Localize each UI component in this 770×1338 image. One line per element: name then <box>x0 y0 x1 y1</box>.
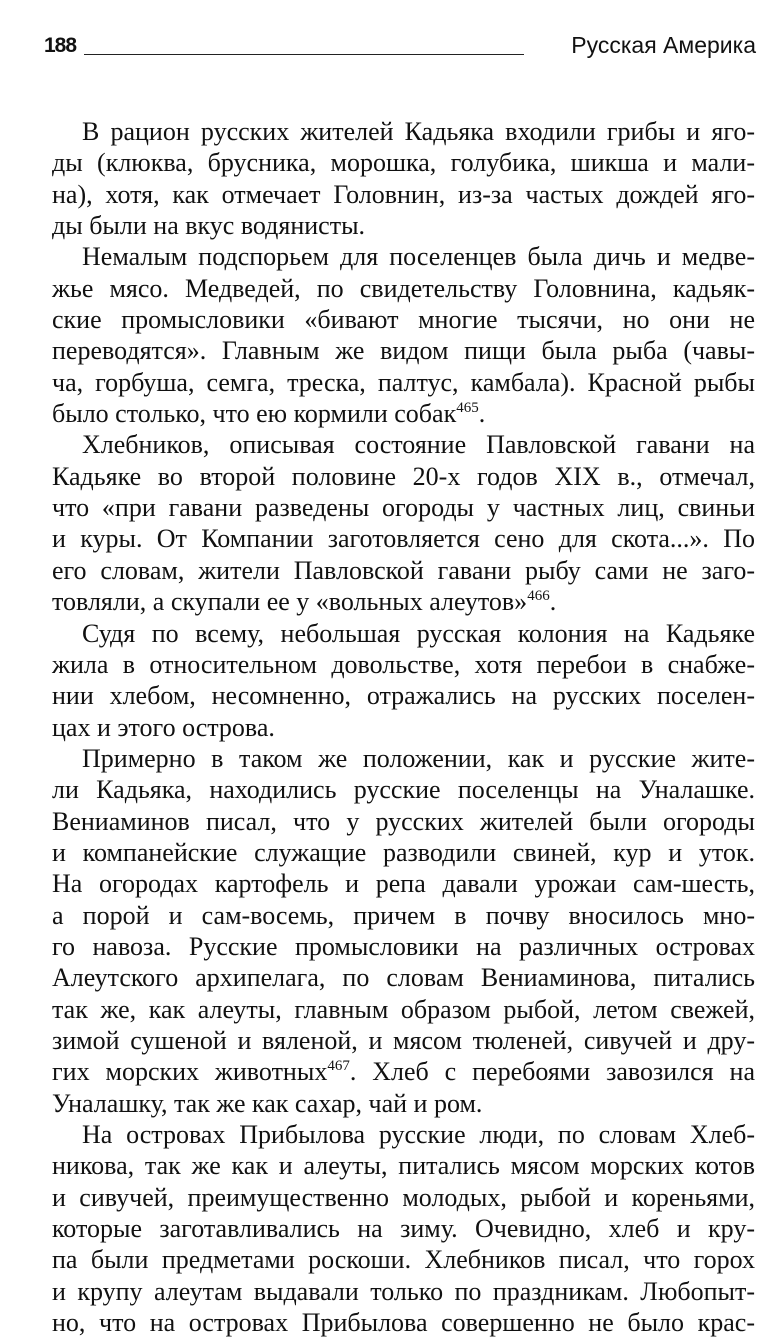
footnote-ref: 467 <box>327 1058 350 1075</box>
text-line: на), хотя, как отмечает Головнин, из-за частых дождей яго- <box>52 179 755 209</box>
page-body <box>52 116 755 1338</box>
text-line: Хлебников, описывая состояние Павловской гавани на <box>82 430 755 460</box>
text-line: жила в относительном довольстве, хотя перебои в снабже- <box>52 649 755 679</box>
text-line: которые заготавливались на зиму. Очевидно, хлеб и кру- <box>52 1214 755 1244</box>
text-line: нии хлебом, несомненно, отражались на русских поселен- <box>52 681 755 711</box>
text-line: товляли, а скупали ее у «вольных алеутов»$^{466}$. <box>52 587 557 617</box>
text-line: ли Кадьяка, находились русские поселенцы на Уналашке. <box>52 775 755 805</box>
text-line: па были предметами роскоши. Хлебников писал, что горох <box>52 1245 755 1275</box>
footnote-ref: 466 <box>527 588 550 605</box>
text-line: его словам, жители Павловской гавани рыбу сами не заго- <box>52 555 755 585</box>
text-line: На огородах картофель и репа давали урожаи сам-шесть, <box>52 869 755 899</box>
text-line: что «при гавани разведены огороды у частных лиц, свиньи <box>52 493 755 523</box>
text-line: Примерно в таком же положении, как и русские жите- <box>82 743 755 773</box>
text-line: и компанейские служащие разводили свиней, кур и уток. <box>52 837 755 867</box>
paragraph <box>52 618 755 743</box>
text-line: ды (клюква, брусника, морошка, голубика, шикша и мали- <box>52 148 755 178</box>
text-line: переводятся». Главным же видом пищи была рыба (чавы- <box>52 336 755 366</box>
text-line: жье мясо. Медведей, по свидетельству Головнина, кадьяк- <box>52 273 755 303</box>
footnote-ref: 465 <box>456 400 479 417</box>
text-line: Вениаминов писал, что у русских жителей были огороды <box>52 806 755 836</box>
running-header <box>44 30 756 64</box>
paragraph <box>52 241 755 429</box>
paragraph <box>52 429 755 617</box>
text-line: ча, горбуша, семга, треска, палтус, камбала). Красной рыбы <box>52 367 755 397</box>
text-line: и куры. От Компании заготовляется сено для скота...». По <box>52 524 755 554</box>
text-line: Уналашку, так же как сахар, чай и ром. <box>52 1088 483 1118</box>
text-line: зимой сушеной и вяленой, и мясом тюленей, сивучей и дру- <box>52 1025 755 1055</box>
text-line: так же, как алеуты, главным образом рыбой, летом свежей, <box>52 994 755 1024</box>
running-title: Русская Америка <box>571 32 756 58</box>
text-line: но, что на островах Прибылова совершенно не было крас- <box>52 1308 755 1338</box>
text-line: гих морских животных$^{467}$. Хлеб с перебоями завозился на <box>52 1057 756 1087</box>
text-line: а порой и сам-восемь, причем в почву вносилось мно- <box>52 900 755 930</box>
text-line: и сивучей, преимущественно молодых, рыбой и кореньями, <box>52 1182 755 1212</box>
text-line: Алеутского архипелага, по словам Вениаминова, питались <box>52 963 755 993</box>
text-line: ды были на вкус водянисты. <box>52 211 366 241</box>
text-line: Немалым подспорьем для поселенцев была дичь и медве- <box>82 242 755 272</box>
text-line: никова, так же как и алеуты, питались мясом морских котов <box>52 1151 755 1181</box>
text-line: было столько, что ею кормили собак$^{465}$. <box>52 399 486 429</box>
paragraph <box>52 743 755 1119</box>
text-line: Судя по всему, небольшая русская колония на Кадьяке <box>82 618 755 648</box>
text-line: ские промысловики «бивают многие тысячи, но они не <box>52 305 755 335</box>
page-number: 188 <box>44 34 77 57</box>
text-line: На островах Прибылова русские люди, по словам Хлеб- <box>82 1120 755 1149</box>
paragraph <box>52 116 755 241</box>
text-line: го навоза. Русские промысловики на различных островах <box>52 931 755 961</box>
text-line: цах и этого острова. <box>52 712 275 742</box>
text-line: Кадьяке во второй половине 20-х годов XIX в., отмечал, <box>52 461 755 491</box>
header-rule <box>84 54 524 55</box>
text-line: и крупу алеутам выдавали только по праздникам. Любопыт- <box>52 1276 755 1306</box>
text-line: В рацион русских жителей Кадьяка входили грибы и яго- <box>82 117 755 146</box>
paragraph <box>52 1119 755 1338</box>
